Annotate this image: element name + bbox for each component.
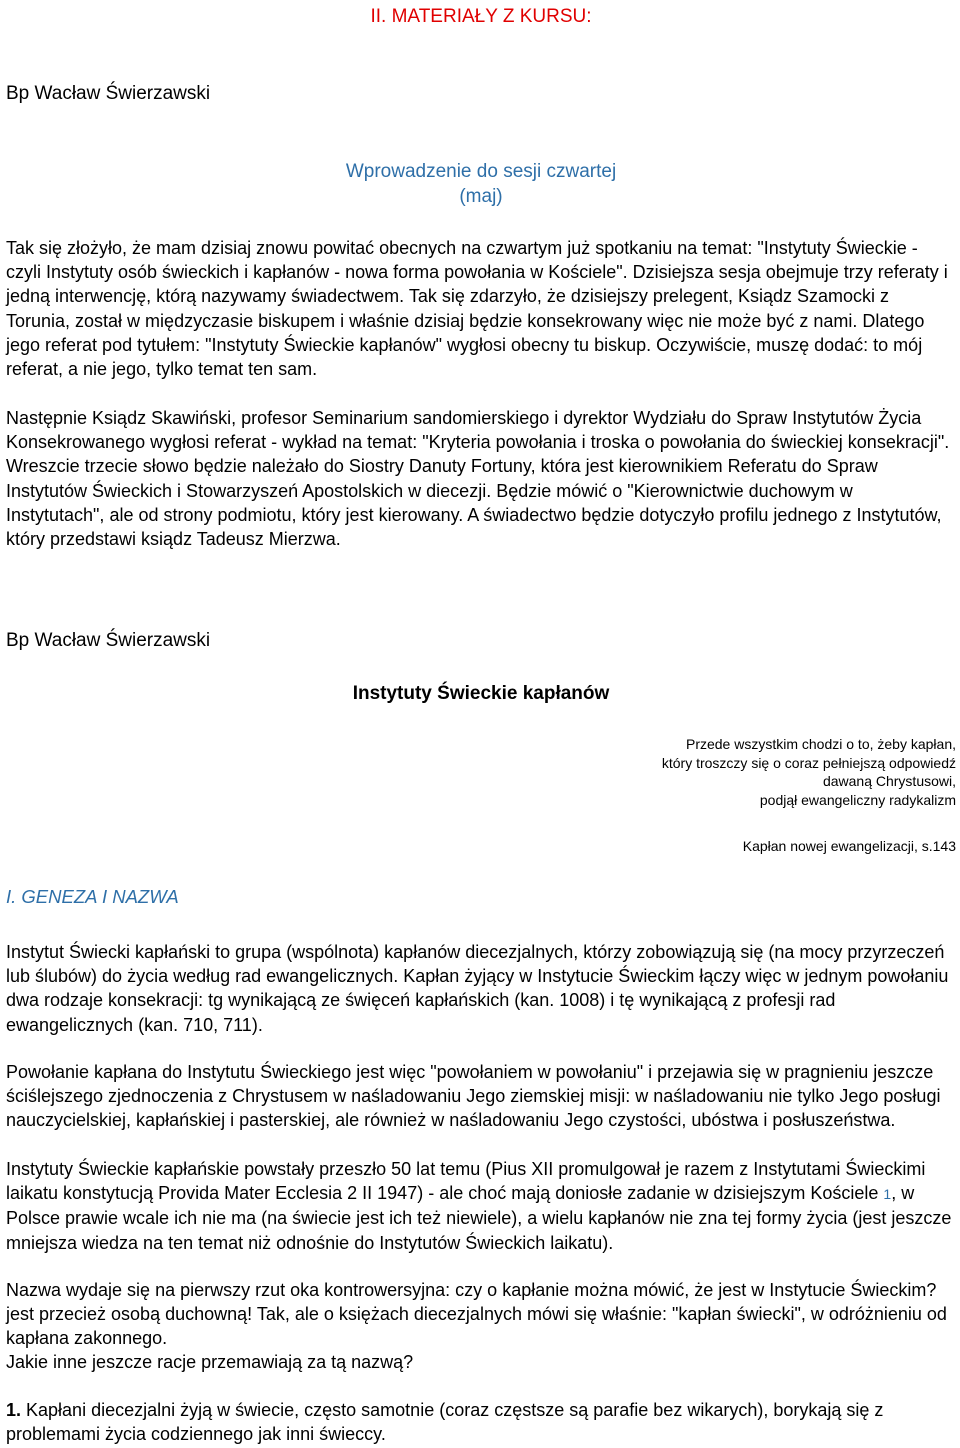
footnote-link[interactable]: 1	[883, 1186, 892, 1203]
motto-line: który troszczy się o coraz pełniejszą odpowiedź	[661, 754, 956, 771]
author-name: Bp Wacław Świerzawski	[6, 83, 211, 104]
body-paragraph-2: Powołanie kapłana do Instytutu Świeckiego jest więc "powołaniem w powołaniu" i przejawia się w pragnieniu jeszcze ściślejszego zjednoczenia z Chrystusem w naśladowaniu Jego ziemskiej misji: w naśladowaniu nie tylko Jego posługi nauczycielskiej, kapłańskiej i pasterskiej, ale również w naśladowaniu Jego czystości, ubóstwa i posłuszeństwa.	[6, 1062, 941, 1131]
motto-line: podjął ewangeliczny radykalizm	[759, 791, 956, 808]
intro-paragraph-2: Następnie Ksiądz Skawiński, profesor Seminarium sandomierskiego i dyrektor Wydziału do Spraw Instytutów Życia Konsekrowanego wygłosi referat - wykład na temat: "Kryteria powołania i troska o powołania do świeckiej konsekracji". Wreszcie trzecie słowo będzie należało do Siostry Danuty Fortuny, która jest kierownikiem Referatu do Spraw Instytutów Świeckich i Stowarzyszeń Apostolskich w diecezji. Będzie mówić o "Kierownictwie duchowym w Instytutach", ale od strony podmiotu, który jest kierowany. A świadectwo będzie dotyczyło profilu jednego z Instytutów, który przedstawi ksiądz Tadeusz Mierzwa.	[6, 408, 950, 550]
session-title-line2: (maj)	[459, 186, 503, 207]
body-paragraph-3-text: Instytuty Świeckie kapłańskie powstały przeszło 50 lat temu (Pius XII promulgował je razem z Instytutami Świeckimi laikatu konstytucją Provida Mater Ecclesia 2 II 1947) - ale choć mają doniosłe zadanie w dzisiejszym Kościele	[6, 1159, 926, 1204]
list-item-1	[6, 1398, 956, 1446]
body-paragraph-3-text-cont: , w Polsce prawie wcale ich nie ma (na świecie jest ich też niewiele), a wielu kapłanów nie zna tej formy życia (jest jeszcze mniejsza wiedza na ten temat niż odnośnie do Instytutów Świeckich laikatu).	[6, 1183, 952, 1253]
body-paragraph-1: Instytut Świecki kapłański to grupa (wspólnota) kapłanów diecezjalnych, którzy zobowiązują się (na mocy przyrzeczeń lub ślubów) do życia według rad ewangelicznych. Kapłan żyjący w Instytucie Świeckim łączy więc w jednym powołaniu dwa rodzaje konsekracji: tg wynikającą ze święceń kapłańskich (kan. 1008) i tę wynikającą z profesji rad ewangelicznych (kan. 710, 711).	[6, 942, 949, 1035]
motto-source: Kapłan nowej ewangelizacji, s.143	[742, 838, 956, 854]
section-title: II. MATERIAŁY Z KURSU:	[370, 6, 592, 27]
session-title-line1: Wprowadzenie do sesji czwartej	[345, 161, 617, 182]
body-paragraph-4: Nazwa wydaje się na pierwszy rzut oka kontrowersyjna: czy o kapłanie można mówić, że jest w Instytucie Świeckim? jest przecież osobą duchowną! Tak, ale o księżach diecezjalnych mówi się właśnie: "kapłan świecki", w odróżnieniu od kapłana zakonnego.	[6, 1280, 947, 1349]
list-item-text: Kapłani diecezjalni żyją w świecie, często samotnie (coraz częstsze są parafie bez wikarych), borykają się z problemami życia codziennego jak inni świeccy.	[6, 1400, 884, 1445]
motto-line: Przede wszystkim chodzi o to, żeby kapłan,	[685, 736, 956, 752]
section-heading: I. GENEZA I NAZWA	[6, 886, 179, 907]
author-name-2: Bp Wacław Świerzawski	[6, 630, 211, 651]
list-item-number: 1.	[6, 1400, 22, 1420]
body-paragraph-5: Jakie inne jeszcze racje przemawiają za tą nazwą?	[6, 1352, 414, 1372]
motto-quote	[662, 735, 956, 809]
body-paragraph-3	[6, 1157, 956, 1255]
motto-line: dawaną Chrystusowi,	[822, 773, 956, 789]
lecture-title: Instytuty Świeckie kapłanów	[352, 683, 610, 704]
intro-paragraph-1: Tak się złożyło, że mam dzisiaj znowu powitać obecnych na czwartym już spotkaniu na temat: "Instytuty Świeckie - czyli Instytuty osób świeckich i kapłanów - nowa forma powołania w Kościele". Dzisiejsza sesja obejmuje trzy referaty i jedną interwencję, którą nazywamy świadectwem. Tak się zdarzyło, że dzisiejszy prelegent, Ksiądz Szamocki z Torunia, został w międzyczasie biskupem i właśnie dzisiaj będzie konsekrowany więc nie może być z nami. Dlatego jego referat pod tytułem: "Instytuty Świeckie kapłanów" wygłosi obecny tu biskup. Oczywiście, muszę dodać: to mój referat, a nie jego, tylko temat ten sam.	[6, 238, 948, 380]
session-title	[6, 159, 956, 209]
